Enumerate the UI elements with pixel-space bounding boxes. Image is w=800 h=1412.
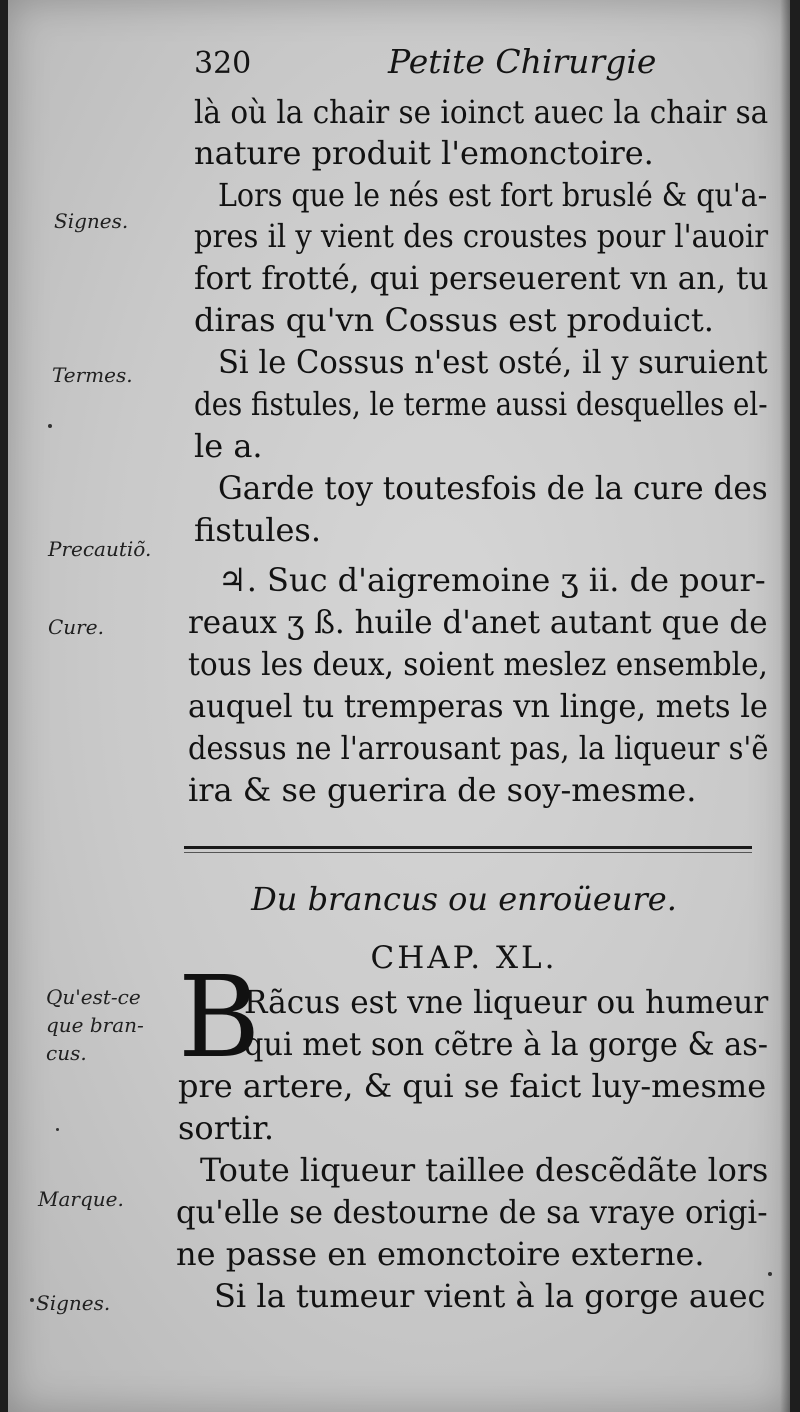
- chapter-line: pre artere, & qui se faict luy-mesme: [178, 1067, 767, 1105]
- body-line: pres il y vient des croustes pour l'auoir: [194, 217, 769, 255]
- body-line: Si le Cossus n'est osté, il y suruient: [218, 343, 768, 381]
- margin-note-cus: cus.: [46, 1041, 87, 1065]
- body-line: fort frotté, qui perseuerent vn an, tu: [194, 259, 769, 297]
- body-line: ira & se guerira de soy-mesme.: [188, 771, 697, 809]
- body-line: nature produit l'emonctoire.: [194, 134, 654, 172]
- body-line: le a.: [194, 427, 263, 465]
- margin-note-que-bran: que bran-: [46, 1013, 144, 1037]
- paper-speck: [30, 1298, 34, 1302]
- margin-note-marque: Marque.: [38, 1187, 124, 1211]
- book-page: [8, 0, 790, 1412]
- chapter-line: Toute liqueur taillee descẽdãte lors: [200, 1151, 769, 1189]
- chapter-line: qu'elle se destourne de sa vraye origi-: [176, 1193, 768, 1231]
- margin-note-signes-2: Signes.: [36, 1291, 111, 1315]
- chapter-line: qui met son cẽtre à la gorge & as-: [244, 1025, 769, 1063]
- margin-note-quest-ce: Qu'est-ce: [46, 985, 141, 1009]
- margin-note-cure: Cure.: [48, 615, 104, 639]
- paper-speck: [48, 424, 52, 428]
- page-edge-shadow: [780, 0, 790, 1412]
- section-rule: [184, 846, 752, 849]
- body-line: Lors que le nés est fort bruslé & qu'a-: [218, 176, 768, 214]
- body-line: auquel tu tremperas vn linge, mets le: [188, 687, 768, 725]
- drop-cap: B: [178, 953, 261, 1083]
- body-line: reaux ʒ ß. huile d'anet autant que de: [188, 603, 768, 641]
- margin-note-precaution: Precautiõ.: [48, 537, 152, 561]
- body-line: fistules.: [194, 511, 321, 549]
- page-number: 320: [194, 46, 252, 81]
- margin-note-termes: Termes.: [52, 363, 133, 387]
- margin-note-signes: Signes.: [54, 209, 129, 233]
- body-line: Garde toy toutesfois de la cure des: [218, 469, 768, 507]
- body-line: des fistules, le terme aussi desquelles el-: [194, 385, 768, 423]
- chapter-line: Rãcus est vne liqueur ou humeur: [244, 983, 769, 1021]
- body-line: dessus ne l'arrousant pas, la liqueur s'ẽ: [188, 729, 769, 767]
- paper-speck: [768, 1272, 772, 1276]
- paper-speck: [56, 1128, 59, 1131]
- chapter-title: Du brancus ou enroüeure.: [251, 880, 677, 918]
- running-head: [8, 38, 790, 88]
- running-title: Petite Chirurgie: [388, 42, 657, 81]
- chapter-line: ne passe en emonctoire externe.: [176, 1235, 705, 1273]
- body-line: diras qu'vn Cossus est produict.: [194, 301, 714, 339]
- chapter-line: sortir.: [178, 1109, 275, 1147]
- section-rule-thin: [184, 852, 752, 853]
- chapter-line: Si la tumeur vient à la gorge auec: [214, 1277, 766, 1315]
- body-line: tous les deux, soient meslez ensemble,: [188, 645, 768, 683]
- chapter-number: CHAP. XL.: [370, 940, 558, 976]
- body-line: là où la chair se ioinct auec la chair sa: [194, 93, 769, 131]
- body-line: ♃. Suc d'aigremoine ʒ ii. de pour-: [218, 561, 766, 599]
